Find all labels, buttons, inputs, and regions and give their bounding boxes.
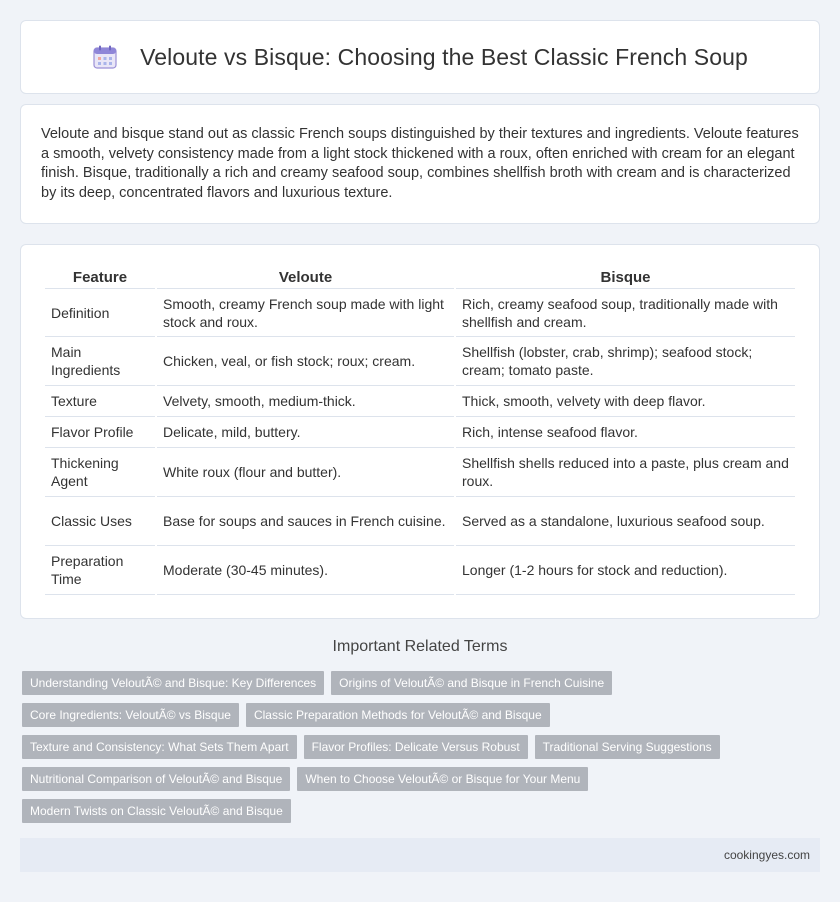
intro-text: Veloute and bisque stand out as classic French soups distinguished by their textures and ingredients. Veloute features a smooth, velvety consistency made from a light stock thickened with a roux, often enriched with cream for an elegant finish. Bisque, traditionally a rich and creamy seafood soup, combines shellfish broth with cream and is characterized by its deep, concentrated flavors and luxurious texture. — [41, 126, 799, 201]
veloute-cell: Moderate (30-45 minutes). — [157, 546, 454, 595]
footer-site-link[interactable]: cookingyes.com — [723, 848, 810, 862]
veloute-cell: White roux (flour and butter). — [157, 448, 454, 497]
table-row — [45, 448, 795, 497]
feature-cell: Preparation Time — [45, 546, 155, 595]
related-term-tag[interactable]: When to Choose VeloutÃ© or Bisque for Your Menu — [297, 767, 588, 791]
feature-cell: Texture — [45, 386, 155, 417]
feature-cell: Thickening Agent — [45, 448, 155, 497]
veloute-cell: Delicate, mild, buttery. — [157, 417, 454, 448]
comparison-table-card — [20, 244, 820, 619]
veloute-cell: Chicken, veal, or fish stock; roux; cream. — [157, 337, 454, 386]
header-bisque: Bisque — [456, 263, 795, 289]
header-veloute: Veloute — [157, 263, 454, 289]
table-row — [45, 546, 795, 595]
intro-card — [20, 104, 820, 224]
related-term-tag[interactable]: Origins of VeloutÃ© and Bisque in French Cuisine — [331, 671, 612, 695]
bisque-cell: Rich, intense seafood flavor. — [456, 417, 795, 448]
footer — [20, 838, 820, 872]
tag-row — [22, 671, 822, 695]
bisque-cell: Shellfish shells reduced into a paste, plus cream and roux. — [456, 448, 795, 497]
feature-cell: Flavor Profile — [45, 417, 155, 448]
table-row — [45, 417, 795, 448]
feature-cell: Definition — [45, 289, 155, 337]
feature-cell: Classic Uses — [45, 497, 155, 546]
related-terms-title: Important Related Terms — [332, 638, 508, 655]
veloute-cell: Smooth, creamy French soup made with light stock and roux. — [157, 289, 454, 337]
veloute-cell: Base for soups and sauces in French cuisine. — [157, 497, 454, 546]
related-term-tag[interactable]: Modern Twists on Classic VeloutÃ© and Bisque — [22, 799, 291, 823]
related-term-tag[interactable]: Understanding VeloutÃ© and Bisque: Key Differences — [22, 671, 324, 695]
header-feature: Feature — [45, 263, 155, 289]
tag-row — [22, 703, 822, 727]
bisque-cell: Rich, creamy seafood soup, traditionally made with shellfish and cream. — [456, 289, 795, 337]
veloute-cell: Velvety, smooth, medium-thick. — [157, 386, 454, 417]
table-row — [45, 386, 795, 417]
bisque-cell: Shellfish (lobster, crab, shrimp); seafood stock; cream; tomato paste. — [456, 337, 795, 386]
related-term-tag[interactable]: Traditional Serving Suggestions — [535, 735, 720, 759]
related-term-tag[interactable]: Nutritional Comparison of VeloutÃ© and Bisque — [22, 767, 290, 791]
related-terms-tags — [22, 671, 822, 831]
tag-row — [22, 735, 822, 759]
table-header-row — [45, 263, 795, 289]
related-term-tag[interactable]: Core Ingredients: VeloutÃ© vs Bisque — [22, 703, 239, 727]
table-row — [45, 497, 795, 546]
related-term-tag[interactable]: Texture and Consistency: What Sets Them Apart — [22, 735, 297, 759]
comparison-table — [43, 263, 797, 595]
page-title: Veloute vs Bisque: Choosing the Best Classic French Soup — [140, 43, 748, 70]
table-row — [45, 337, 795, 386]
tag-row — [22, 767, 822, 791]
title-card — [20, 20, 820, 94]
calendar-icon — [92, 44, 118, 70]
related-term-tag[interactable]: Classic Preparation Methods for VeloutÃ© and Bisque — [246, 703, 550, 727]
table-row — [45, 289, 795, 337]
bisque-cell: Longer (1-2 hours for stock and reduction). — [456, 546, 795, 595]
bisque-cell: Served as a standalone, luxurious seafood soup. — [456, 497, 795, 546]
related-term-tag[interactable]: Flavor Profiles: Delicate Versus Robust — [304, 735, 528, 759]
bisque-cell: Thick, smooth, velvety with deep flavor. — [456, 386, 795, 417]
feature-cell: Main Ingredients — [45, 337, 155, 386]
tag-row — [22, 799, 822, 823]
